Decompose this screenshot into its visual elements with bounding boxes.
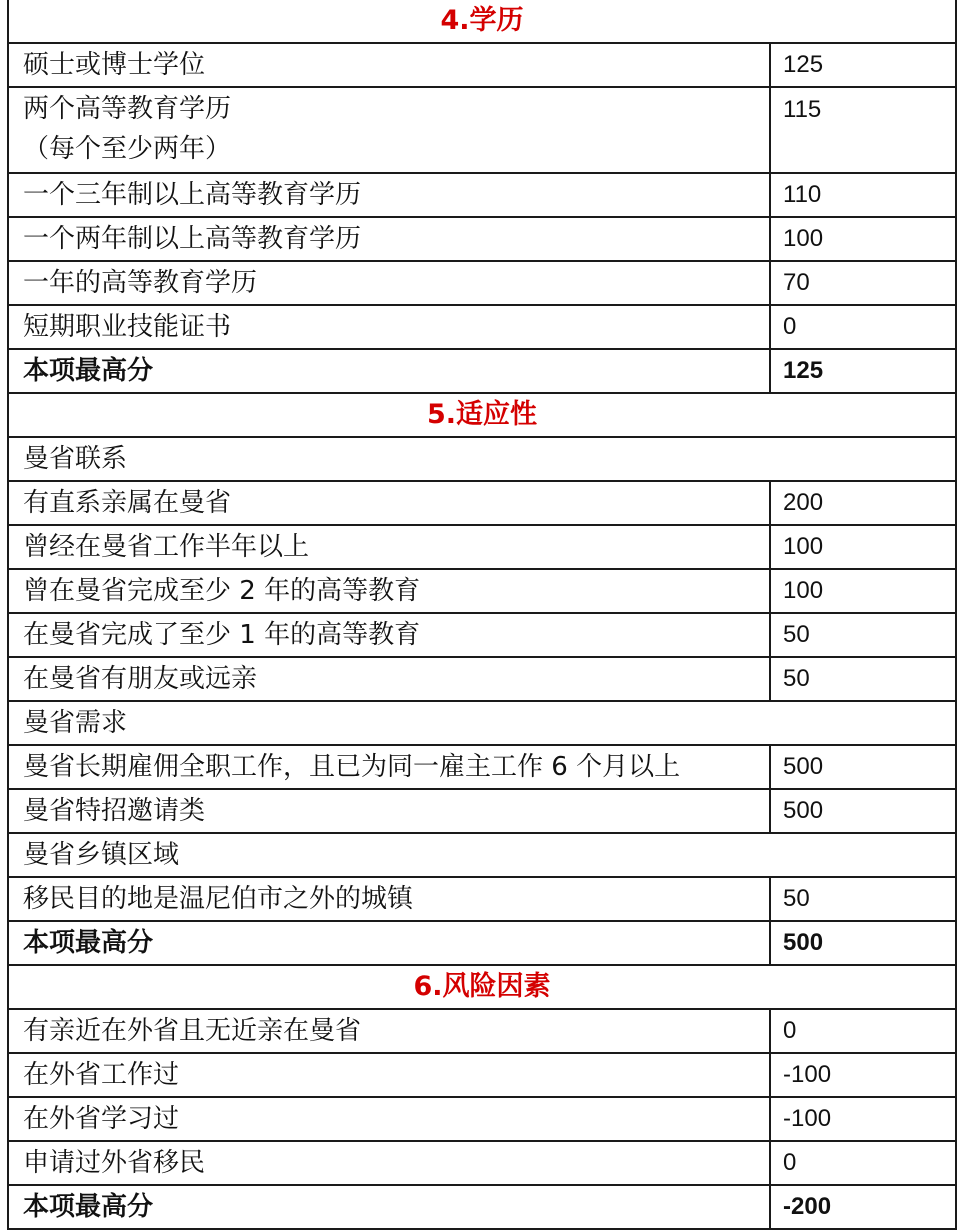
criterion-label: 在曼省有朋友或远亲 <box>8 657 770 701</box>
points-value: 500 <box>770 745 956 789</box>
table-row <box>8 481 956 525</box>
points-table <box>7 0 957 1230</box>
criterion-label: 申请过外省移民 <box>8 1141 770 1185</box>
table-row <box>8 261 956 305</box>
criterion-label: 曾在曼省完成至少 2 年的高等教育 <box>8 569 770 613</box>
points-value: 115 <box>770 87 956 173</box>
criterion-label: 在曼省完成了至少 1 年的高等教育 <box>8 613 770 657</box>
criterion-label: 曾经在曼省工作半年以上 <box>8 525 770 569</box>
section-header-adaptability <box>8 393 956 437</box>
total-value: 125 <box>770 349 956 393</box>
total-row <box>8 1185 956 1229</box>
table-row <box>8 1097 956 1141</box>
table-row <box>8 217 956 261</box>
points-value: 200 <box>770 481 956 525</box>
criterion-label: 移民目的地是温尼伯市之外的城镇 <box>8 877 770 921</box>
table-row <box>8 569 956 613</box>
criterion-label: 有亲近在外省且无近亲在曼省 <box>8 1009 770 1053</box>
total-label: 本项最高分 <box>8 1185 770 1229</box>
group-heading-row <box>8 833 956 877</box>
section-header-risk-factors <box>8 965 956 1009</box>
table-row <box>8 1053 956 1097</box>
table-row <box>8 525 956 569</box>
points-value: 100 <box>770 217 956 261</box>
criterion-label: 一年的高等教育学历 <box>8 261 770 305</box>
table-row <box>8 789 956 833</box>
total-label: 本项最高分 <box>8 349 770 393</box>
points-value: 70 <box>770 261 956 305</box>
points-value: 50 <box>770 657 956 701</box>
criterion-label: 有直系亲属在曼省 <box>8 481 770 525</box>
group-heading: 曼省需求 <box>8 701 956 745</box>
points-value: 110 <box>770 173 956 217</box>
criterion-label-line: 两个高等教育学历 <box>23 94 232 124</box>
points-value: -100 <box>770 1097 956 1141</box>
group-heading-row <box>8 437 956 481</box>
group-heading: 曼省乡镇区域 <box>8 833 956 877</box>
total-value: 500 <box>770 921 956 965</box>
points-value: 100 <box>770 525 956 569</box>
points-value: 125 <box>770 43 956 87</box>
total-row <box>8 921 956 965</box>
section-header-education <box>8 0 956 43</box>
table-row <box>8 657 956 701</box>
table-row <box>8 1141 956 1185</box>
group-heading: 曼省联系 <box>8 437 956 481</box>
criterion-label <box>8 87 770 173</box>
group-heading-row <box>8 701 956 745</box>
table-row <box>8 305 956 349</box>
section-title: 6.风险因素 <box>8 965 956 1009</box>
criterion-label: 在外省学习过 <box>8 1097 770 1141</box>
table-row <box>8 87 956 173</box>
points-value: 50 <box>770 613 956 657</box>
points-value: 50 <box>770 877 956 921</box>
table-row <box>8 43 956 87</box>
criterion-label: 在外省工作过 <box>8 1053 770 1097</box>
points-value: 0 <box>770 1141 956 1185</box>
criterion-label: 曼省长期雇佣全职工作，且已为同一雇主工作 6 个月以上 <box>8 745 770 789</box>
points-value: 500 <box>770 789 956 833</box>
criterion-label: 硕士或博士学位 <box>8 43 770 87</box>
table-row <box>8 1009 956 1053</box>
criterion-label: 短期职业技能证书 <box>8 305 770 349</box>
points-value: -100 <box>770 1053 956 1097</box>
section-title: 5.适应性 <box>8 393 956 437</box>
criterion-label: 曼省特招邀请类 <box>8 789 770 833</box>
points-value: 100 <box>770 569 956 613</box>
criterion-label-line: （每个至少两年） <box>23 134 232 164</box>
total-label: 本项最高分 <box>8 921 770 965</box>
table-row <box>8 877 956 921</box>
table-row <box>8 173 956 217</box>
criterion-label: 一个三年制以上高等教育学历 <box>8 173 770 217</box>
points-value: 0 <box>770 1009 956 1053</box>
table-row <box>8 613 956 657</box>
criterion-label: 一个两年制以上高等教育学历 <box>8 217 770 261</box>
section-title: 4.学历 <box>8 0 956 43</box>
total-row <box>8 349 956 393</box>
points-value: 0 <box>770 305 956 349</box>
table-row <box>8 745 956 789</box>
total-value: -200 <box>770 1185 956 1229</box>
